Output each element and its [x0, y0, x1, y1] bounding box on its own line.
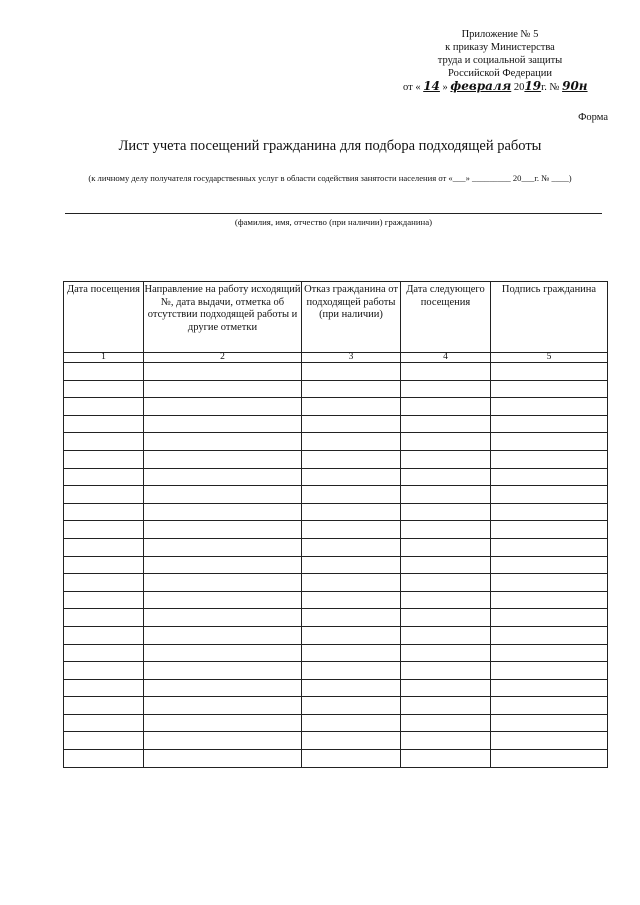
table-cell[interactable]	[491, 626, 608, 644]
table-cell[interactable]	[64, 521, 144, 539]
table-cell[interactable]	[491, 363, 608, 381]
table-cell[interactable]	[64, 486, 144, 504]
table-cell[interactable]	[144, 714, 302, 732]
table-cell[interactable]	[302, 556, 401, 574]
table-cell[interactable]	[144, 433, 302, 451]
table-cell[interactable]	[491, 538, 608, 556]
header-visit-date: Дата посещения	[64, 282, 144, 353]
table-cell[interactable]	[144, 697, 302, 715]
date-number-prefix: г. №	[541, 82, 560, 93]
table-cell[interactable]	[491, 521, 608, 539]
table-cell[interactable]	[491, 486, 608, 504]
table-cell[interactable]	[302, 521, 401, 539]
table-row	[64, 433, 608, 451]
table-cell[interactable]	[401, 697, 491, 715]
table-row	[64, 538, 608, 556]
table-cell[interactable]	[491, 732, 608, 750]
table-row	[64, 398, 608, 416]
column-number: 4	[401, 353, 491, 363]
header-refusal: Отказ гражданина от подходящей работы (при наличии)	[302, 282, 401, 353]
column-numbers-row	[64, 353, 608, 363]
table-cell[interactable]	[144, 398, 302, 416]
table-cell[interactable]	[491, 679, 608, 697]
table-cell[interactable]	[302, 679, 401, 697]
table-cell[interactable]	[491, 380, 608, 398]
table-row	[64, 363, 608, 381]
table-cell[interactable]	[64, 415, 144, 433]
table-cell[interactable]	[401, 468, 491, 486]
table-cell[interactable]	[144, 644, 302, 662]
date-quote-close: »	[442, 82, 448, 93]
table-cell[interactable]	[491, 697, 608, 715]
table-cell[interactable]	[401, 750, 491, 768]
table-cell[interactable]	[64, 626, 144, 644]
table-cell[interactable]	[491, 450, 608, 468]
date-year: 19	[524, 79, 542, 93]
date-prefix: от «	[403, 82, 421, 93]
table-row	[64, 662, 608, 680]
table-cell[interactable]	[401, 415, 491, 433]
page-title: Лист учета посещений гражданина для подбора подходящей работы	[118, 138, 542, 154]
table-cell[interactable]	[491, 556, 608, 574]
table-cell[interactable]	[491, 662, 608, 680]
appendix-block	[395, 28, 605, 94]
table-row	[64, 591, 608, 609]
table-cell[interactable]	[302, 363, 401, 381]
table-cell[interactable]	[491, 433, 608, 451]
table-cell[interactable]	[302, 503, 401, 521]
table-cell[interactable]	[144, 750, 302, 768]
table-header-row	[64, 282, 608, 353]
form-label: Форма	[578, 112, 608, 123]
table-cell[interactable]	[491, 415, 608, 433]
table-row	[64, 750, 608, 768]
table-cell[interactable]	[401, 380, 491, 398]
table-row	[64, 732, 608, 750]
table-cell[interactable]	[302, 538, 401, 556]
table-cell[interactable]	[144, 556, 302, 574]
table-cell[interactable]	[64, 433, 144, 451]
table-cell[interactable]	[491, 750, 608, 768]
order-number: 90н	[562, 79, 588, 93]
table-cell[interactable]	[302, 714, 401, 732]
table-cell[interactable]	[64, 574, 144, 592]
table-cell[interactable]	[401, 679, 491, 697]
table-cell[interactable]	[144, 450, 302, 468]
table-cell[interactable]	[401, 521, 491, 539]
table-cell[interactable]	[401, 538, 491, 556]
table-row	[64, 486, 608, 504]
table-cell[interactable]	[302, 662, 401, 680]
table-row	[64, 697, 608, 715]
table-cell[interactable]	[144, 415, 302, 433]
table-cell[interactable]	[302, 574, 401, 592]
table-cell[interactable]	[401, 556, 491, 574]
column-number: 5	[491, 353, 608, 363]
table-cell[interactable]	[302, 591, 401, 609]
table-row	[64, 450, 608, 468]
table-cell[interactable]	[401, 486, 491, 504]
table-cell[interactable]	[401, 433, 491, 451]
table-cell[interactable]	[491, 644, 608, 662]
table-cell[interactable]	[302, 380, 401, 398]
table-cell[interactable]	[64, 398, 144, 416]
table-cell[interactable]	[401, 609, 491, 627]
table-row	[64, 415, 608, 433]
appendix-order: к приказу Министерства	[445, 42, 555, 53]
table-cell[interactable]	[302, 644, 401, 662]
table-cell[interactable]	[401, 363, 491, 381]
table-row	[64, 380, 608, 398]
table-cell[interactable]	[144, 609, 302, 627]
table-cell[interactable]	[401, 398, 491, 416]
table-cell[interactable]	[302, 732, 401, 750]
table-row	[64, 468, 608, 486]
table-cell[interactable]	[64, 732, 144, 750]
table-cell[interactable]	[302, 609, 401, 627]
table-row	[64, 626, 608, 644]
table-cell[interactable]	[144, 363, 302, 381]
table-cell[interactable]	[144, 574, 302, 592]
table-cell[interactable]	[302, 486, 401, 504]
table-cell[interactable]	[302, 697, 401, 715]
table-cell[interactable]	[302, 750, 401, 768]
table-cell[interactable]	[144, 662, 302, 680]
column-number: 3	[302, 353, 401, 363]
table-cell[interactable]	[491, 609, 608, 627]
column-number: 1	[64, 353, 144, 363]
table-cell[interactable]	[491, 398, 608, 416]
table-row	[64, 714, 608, 732]
table-cell[interactable]	[64, 363, 144, 381]
table-cell[interactable]	[144, 591, 302, 609]
table-cell[interactable]	[144, 503, 302, 521]
table-cell[interactable]	[64, 644, 144, 662]
table-cell[interactable]	[401, 732, 491, 750]
table-cell[interactable]	[64, 468, 144, 486]
table-row	[64, 679, 608, 697]
table-cell[interactable]	[302, 468, 401, 486]
table-cell[interactable]	[401, 450, 491, 468]
table-cell[interactable]	[144, 468, 302, 486]
table-cell[interactable]	[491, 714, 608, 732]
table-row	[64, 574, 608, 592]
table-cell[interactable]	[491, 503, 608, 521]
appendix-number: Приложение № 5	[461, 29, 539, 40]
table-cell[interactable]	[302, 433, 401, 451]
date-day: 14	[423, 79, 440, 93]
table-row	[64, 556, 608, 574]
date-month: февраля	[450, 79, 512, 93]
header-signature: Подпись гражданина	[491, 282, 608, 353]
table-cell[interactable]	[64, 503, 144, 521]
table-cell[interactable]	[64, 556, 144, 574]
table-cell[interactable]	[64, 679, 144, 697]
date-year-prefix: 20	[513, 82, 525, 93]
table-cell[interactable]	[491, 591, 608, 609]
table-cell[interactable]	[64, 609, 144, 627]
table-cell[interactable]	[302, 415, 401, 433]
table-cell[interactable]	[144, 538, 302, 556]
table-cell[interactable]	[401, 574, 491, 592]
table-cell[interactable]	[401, 503, 491, 521]
appendix-date-line	[403, 80, 605, 94]
table-cell[interactable]	[144, 626, 302, 644]
table-cell[interactable]	[64, 591, 144, 609]
table-row	[64, 503, 608, 521]
table-cell[interactable]	[144, 521, 302, 539]
column-number: 2	[144, 353, 302, 363]
table-cell[interactable]	[64, 662, 144, 680]
table-cell[interactable]	[64, 538, 144, 556]
table-cell[interactable]	[401, 626, 491, 644]
table-cell[interactable]	[64, 450, 144, 468]
fio-caption: (фамилия, имя, отчество (при наличии) гражданина)	[234, 217, 433, 227]
table-cell[interactable]	[144, 380, 302, 398]
table-cell[interactable]	[302, 398, 401, 416]
page-subtitle: (к личному делу получателя государственных услуг в области содействия занятости населения от «___» _________ 20___г. № ____)	[88, 173, 572, 183]
appendix-country: Российской Федерации	[448, 68, 552, 79]
visits-table	[63, 281, 608, 768]
table-row	[64, 644, 608, 662]
appendix-ministry: труда и социальной защиты	[437, 55, 563, 66]
table-row	[64, 609, 608, 627]
header-referral: Направление на работу исходящий №, дата выдачи, отметка об отсутствии подходящей работы и другие отметки	[144, 282, 302, 353]
header-next-visit: Дата следующего посещения	[401, 282, 491, 353]
table-cell[interactable]	[64, 750, 144, 768]
table-cell[interactable]	[144, 732, 302, 750]
table-cell[interactable]	[491, 574, 608, 592]
table-cell[interactable]	[302, 450, 401, 468]
table-cell[interactable]	[144, 679, 302, 697]
fio-input-line[interactable]	[65, 213, 602, 214]
table-cell[interactable]	[64, 697, 144, 715]
table-cell[interactable]	[401, 644, 491, 662]
table-cell[interactable]	[64, 714, 144, 732]
table-cell[interactable]	[401, 714, 491, 732]
table-row	[64, 521, 608, 539]
table-cell[interactable]	[401, 591, 491, 609]
table-cell[interactable]	[302, 626, 401, 644]
table-cell[interactable]	[144, 486, 302, 504]
table-cell[interactable]	[64, 380, 144, 398]
table-cell[interactable]	[401, 662, 491, 680]
table-cell[interactable]	[491, 468, 608, 486]
